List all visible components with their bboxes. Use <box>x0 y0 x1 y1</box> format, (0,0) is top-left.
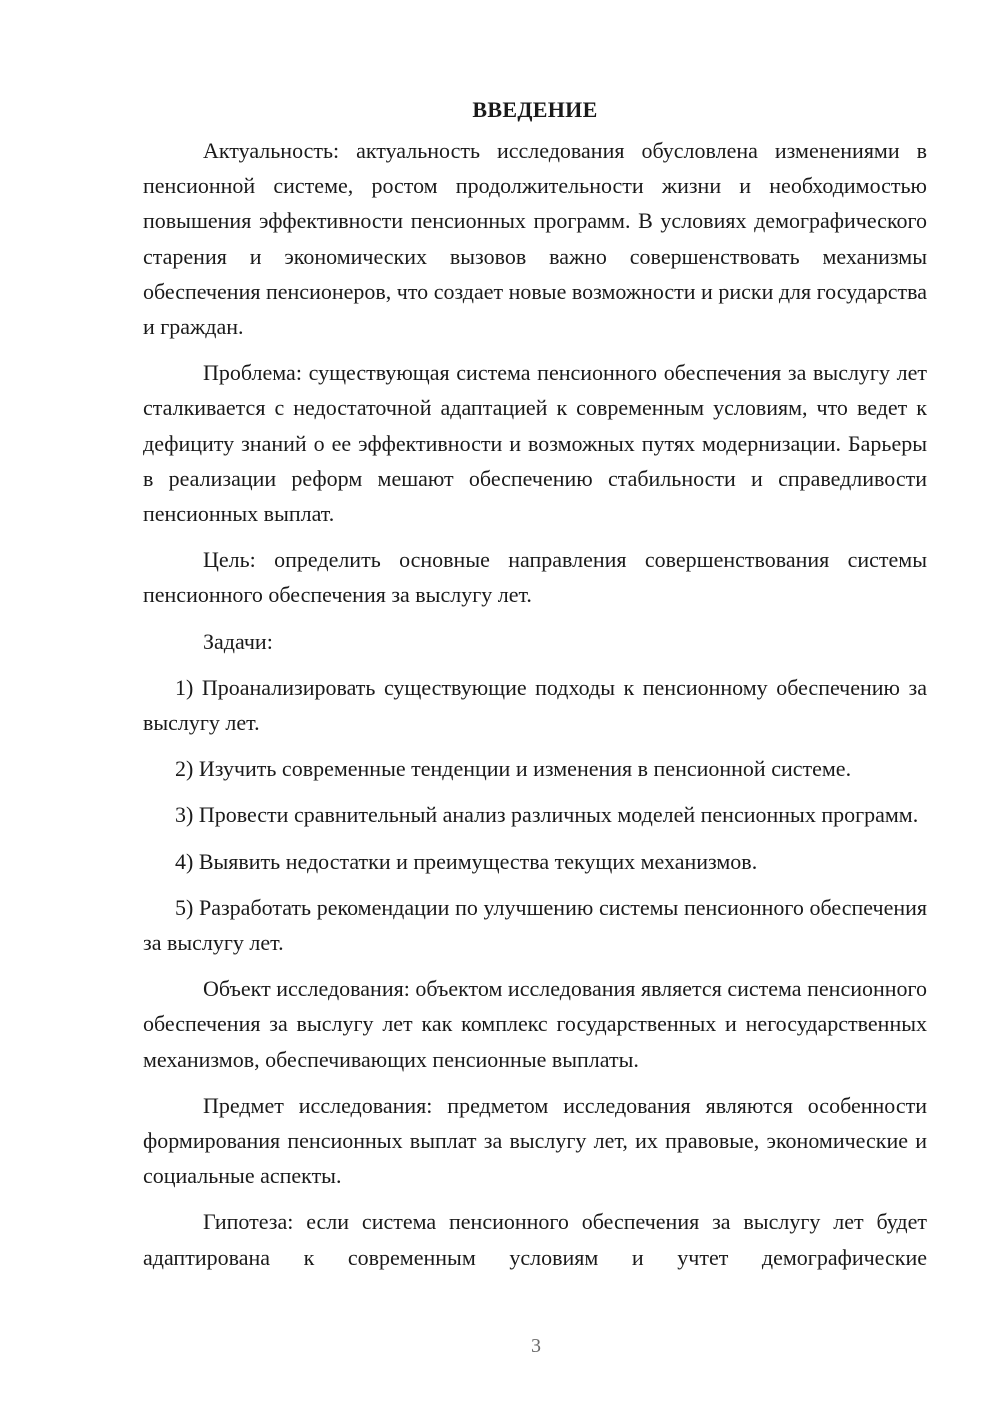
task-item-4: 4) Выявить недостатки и преимущества текущих механизмов. <box>175 848 758 874</box>
paragraph-tasks-heading: Задачи: <box>203 628 273 654</box>
task-item-2: 2) Изучить современные тенденции и изменения в пенсионной системе. <box>175 756 852 782</box>
section-title: ВВЕДЕНИЕ <box>472 97 598 122</box>
page-content <box>143 92 927 1286</box>
task-item-5: 5) Разработать рекомендации по улучшению системы пенсионного обеспечения за выслугу лет. <box>143 894 927 956</box>
task-item-1: 1) Проанализировать существующие подходы к пенсионному обеспечению за выслугу лет. <box>143 674 927 736</box>
paragraph-object: Объект исследования: объектом исследования является система пенсионного обеспечения за выслугу лет как комплекс государственных и негосударственных механизмов, обеспечивающих пенсионные выплаты. <box>143 976 927 1072</box>
task-item-3: 3) Провести сравнительный анализ различных моделей пенсионных программ. <box>175 802 919 828</box>
paragraph-hypothesis: Гипотеза: если система пенсионного обеспечения за выслугу лет будет адаптирована к современным условиям и учтет демографические <box>143 1209 927 1270</box>
page-number: 3 <box>531 1335 541 1357</box>
paragraph-relevance: Актуальность: актуальность исследования обусловлена изменениями в пенсионной системе, ростом продолжительности жизни и необходимостью повышения эффективности пенсионных программ. В условиях демографического старения и экономических вызовов важно совершенствовать механизмы обеспечения пенсионеров, что создает новые возможности и риски для государства и граждан. <box>143 138 927 340</box>
paragraph-subject: Предмет исследования: предметом исследования являются особенности формирования пенсионных выплат за выслугу лет, их правовые, экономические и социальные аспекты. <box>143 1092 927 1189</box>
paragraph-problem: Проблема: существующая система пенсионного обеспечения за выслугу лет сталкивается с недостаточной адаптацией к современным условиям, что ведет к дефициту знаний о ее эффективности и возможных путях модернизации. Барьеры в реализации реформ мешают обеспечению стабильности и справедливости пенсионных выплат. <box>143 360 927 527</box>
paragraph-goal: Цель: определить основные направления совершенствования системы пенсионного обеспечения за выслугу лет. <box>143 547 927 608</box>
